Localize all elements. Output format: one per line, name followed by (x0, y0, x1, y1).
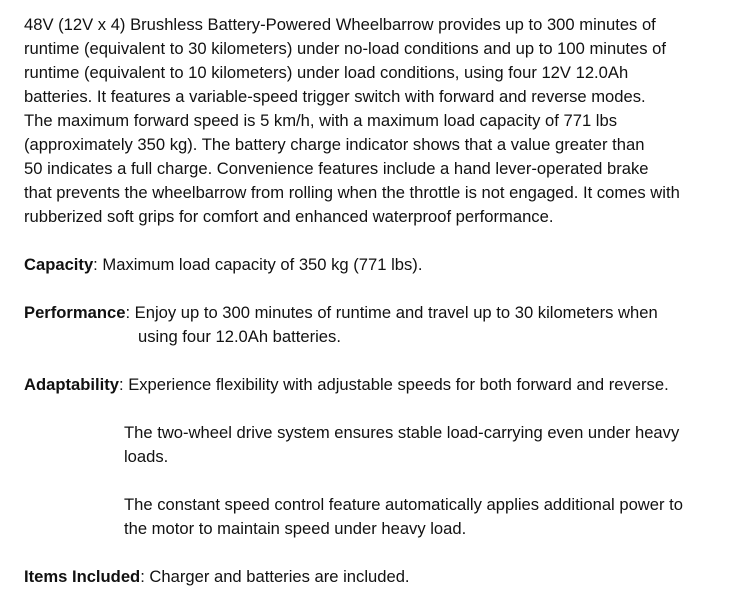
constant-speed-paragraph: The constant speed control feature automatically applies additional power to the motor to maintain speed under heavy load. (124, 495, 683, 538)
adaptability-text: : Experience flexibility with adjustable speeds for both forward and reverse. (118, 375, 669, 394)
capacity-text: : Maximum load capacity of 350 kg (771 lbs). (93, 255, 423, 274)
spacer (24, 349, 744, 373)
spacer (24, 469, 744, 493)
items-included-text: : Charger and batteries are included. (140, 567, 410, 586)
performance-line (24, 301, 744, 349)
items-included-label: Items Included (24, 567, 141, 586)
adaptability-line (24, 373, 744, 397)
capacity-label: Capacity (24, 255, 94, 274)
items-included-line (24, 565, 744, 589)
performance-label: Performance (24, 303, 126, 322)
performance-text: : Enjoy up to 300 minutes of runtime and travel up to 30 kilometers when (125, 303, 658, 322)
product-description (24, 13, 744, 589)
spacer (24, 277, 744, 301)
spacer (24, 541, 744, 565)
adaptability-label: Adaptability (24, 375, 119, 394)
performance-continuation: using four 12.0Ah batteries. (138, 327, 341, 346)
two-wheel-drive-paragraph: The two-wheel drive system ensures stable load-carrying even under heavy loads. (124, 423, 680, 466)
intro-paragraph: 48V (12V x 4) Brushless Battery-Powered Wheelbarrow provides up to 300 minutes of runtime (equivalent to 30 kilometers) under no-load conditions and up to 100 minutes of runtime (equivalent to 10 kilometers) under load conditions, using four 12V 12.0Ah batteries. It features a variable-speed trigger switch with forward and reverse modes. The maximum forward speed is 5 km/h, with a maximum load capacity of 771 lbs (approximately 350 kg). The battery charge indicator shows that a value greater than 50 indicates a full charge. Convenience features include a hand lever-operated brake that prevents the wheelbarrow from rolling when the throttle is not engaged. It comes with rubberized soft grips for comfort and enhanced waterproof performance. (24, 15, 680, 226)
spacer (24, 229, 744, 253)
spacer (24, 397, 744, 421)
capacity-line (24, 253, 744, 277)
